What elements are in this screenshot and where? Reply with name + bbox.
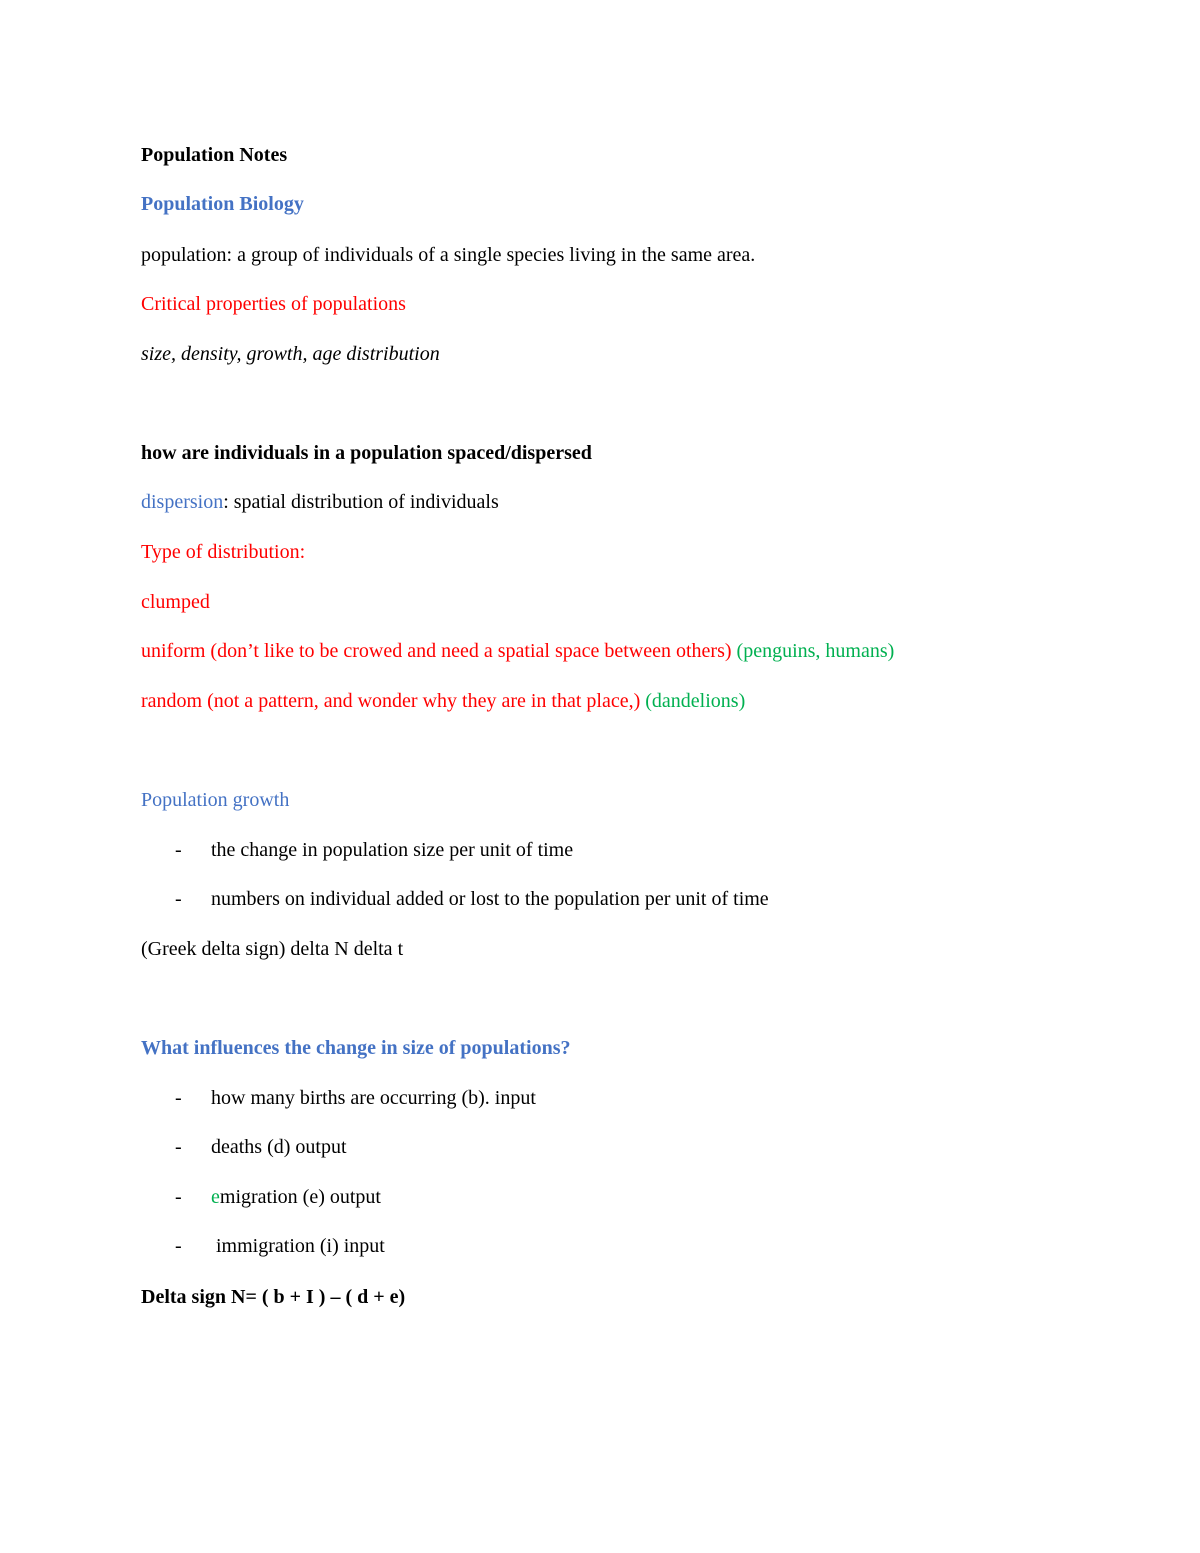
uniform-example: (penguins, humans) — [736, 640, 895, 662]
delta-note: (Greek delta sign) delta N delta t — [141, 938, 404, 960]
distribution-uniform — [141, 638, 894, 664]
bullet-dash: - — [175, 1136, 182, 1158]
influence-bullet-text: deaths (d) output — [211, 1136, 347, 1158]
random-example: (dandelions) — [645, 690, 746, 712]
page-title: Population Notes — [141, 144, 288, 166]
emigration-rest: migration (e) output — [219, 1186, 381, 1208]
critical-properties-heading: Critical properties of populations — [141, 293, 406, 315]
bullet-dash: - — [175, 839, 182, 861]
bullet-dash: - — [175, 1235, 182, 1257]
random-text: random (not a pattern, and wonder why they are in that place,) — [141, 690, 641, 712]
section-heading-population-biology: Population Biology — [141, 193, 304, 215]
bullet-dash: - — [175, 1087, 182, 1109]
influences-heading: What influences the change in size of populations? — [141, 1037, 571, 1059]
dispersion-definition — [141, 489, 499, 515]
dispersion-def-text: : spatial distribution of individuals — [223, 491, 499, 513]
dispersion-question: how are individuals in a population spaced/dispersed — [141, 442, 592, 464]
influence-bullet-text — [211, 1184, 381, 1210]
population-growth-heading: Population growth — [141, 789, 290, 811]
influence-bullet-text: immigration (i) input — [211, 1235, 385, 1257]
distribution-clumped: clumped — [141, 591, 210, 613]
distribution-type-heading: Type of distribution: — [141, 541, 306, 563]
growth-bullet-text: the change in population size per unit of time — [211, 839, 574, 861]
dispersion-term: dispersion — [141, 491, 224, 513]
population-definition: population: a group of individuals of a single species living in the same area. — [141, 244, 756, 266]
bullet-dash: - — [175, 888, 182, 910]
influence-bullet-text: how many births are occurring (b). input — [211, 1087, 536, 1109]
emigration-first-letter: e — [211, 1186, 220, 1208]
growth-bullet-text: numbers on individual added or lost to the population per unit of time — [211, 888, 769, 910]
critical-properties-list: size, density, growth, age distribution — [141, 343, 440, 365]
distribution-random — [141, 688, 745, 714]
delta-formula: Delta sign N= ( b + I ) – ( d + e) — [141, 1286, 406, 1308]
bullet-dash: - — [175, 1186, 182, 1208]
uniform-text: uniform (don’t like to be crowed and need a spatial space between others) — [141, 640, 732, 662]
